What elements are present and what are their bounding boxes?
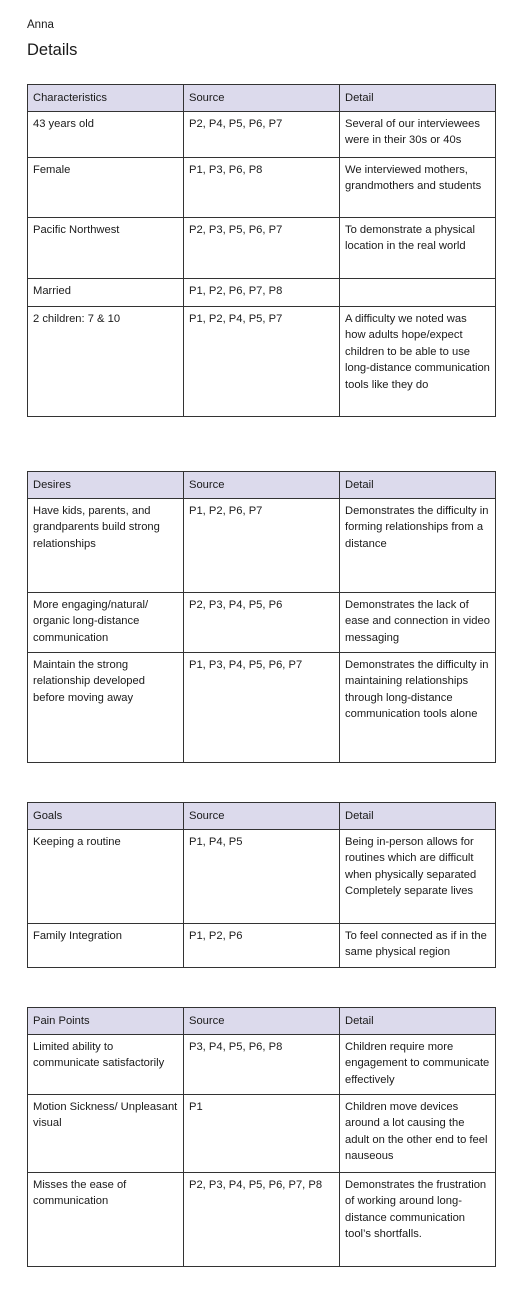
detail-cell: Several of our interviewees were in their 30s or 40s bbox=[340, 112, 496, 158]
table-row bbox=[28, 218, 496, 279]
table-header-row bbox=[28, 803, 496, 830]
source-cell: P1, P2, P6, P7, P8 bbox=[184, 279, 340, 307]
table-header-row bbox=[28, 1008, 496, 1035]
table-row bbox=[28, 307, 496, 417]
desires-table bbox=[27, 471, 496, 763]
source-cell: P1 bbox=[184, 1095, 340, 1173]
desire-cell: More engaging/natural/ organic long-distance communication bbox=[28, 593, 184, 653]
table-row bbox=[28, 279, 496, 307]
column-header-source: Source bbox=[184, 1008, 340, 1035]
pain-point-cell: Motion Sickness/ Unpleasant visual bbox=[28, 1095, 184, 1173]
source-cell: P1, P2, P6 bbox=[184, 924, 340, 968]
table-row bbox=[28, 112, 496, 158]
pain-points-table bbox=[27, 1007, 496, 1267]
detail-cell: Children require more engagement to communicate effectively bbox=[340, 1035, 496, 1095]
source-cell: P2, P3, P4, P5, P6, P7, P8 bbox=[184, 1173, 340, 1267]
source-cell: P2, P3, P4, P5, P6 bbox=[184, 593, 340, 653]
characteristic-cell: Married bbox=[28, 279, 184, 307]
column-header-source: Source bbox=[184, 85, 340, 112]
detail-cell: A difficulty we noted was how adults hope/expect children to be able to use long-distance communication tools like they do bbox=[340, 307, 496, 417]
table-row bbox=[28, 593, 496, 653]
table-row bbox=[28, 924, 496, 968]
column-header-goals: Goals bbox=[28, 803, 184, 830]
detail-cell: We interviewed mothers, grandmothers and students bbox=[340, 158, 496, 218]
table-row bbox=[28, 158, 496, 218]
pain-point-cell: Misses the ease of communication bbox=[28, 1173, 184, 1267]
page-header bbox=[27, 17, 77, 61]
goals-table bbox=[27, 802, 496, 968]
column-header-characteristics: Characteristics bbox=[28, 85, 184, 112]
characteristics-table bbox=[27, 84, 496, 417]
pain-point-cell: Limited ability to communicate satisfactorily bbox=[28, 1035, 184, 1095]
source-cell: P1, P3, P6, P8 bbox=[184, 158, 340, 218]
detail-cell: Demonstrates the difficulty in maintaining relationships through long-distance communication tools alone bbox=[340, 653, 496, 763]
source-cell: P1, P2, P6, P7 bbox=[184, 499, 340, 593]
column-header-detail: Detail bbox=[340, 85, 496, 112]
table-row bbox=[28, 499, 496, 593]
column-header-detail: Detail bbox=[340, 472, 496, 499]
detail-cell bbox=[340, 279, 496, 307]
characteristic-cell: 2 children: 7 & 10 bbox=[28, 307, 184, 417]
table-row bbox=[28, 1095, 496, 1173]
column-header-desires: Desires bbox=[28, 472, 184, 499]
column-header-detail: Detail bbox=[340, 1008, 496, 1035]
detail-cell: Children move devices around a lot causing the adult on the other end to feel nauseous bbox=[340, 1095, 496, 1173]
table-row bbox=[28, 653, 496, 763]
detail-cell: Demonstrates the difficulty in forming relationships from a distance bbox=[340, 499, 496, 593]
source-cell: P1, P2, P4, P5, P7 bbox=[184, 307, 340, 417]
source-cell: P1, P4, P5 bbox=[184, 830, 340, 924]
column-header-pain-points: Pain Points bbox=[28, 1008, 184, 1035]
table-row bbox=[28, 1035, 496, 1095]
source-cell: P2, P4, P5, P6, P7 bbox=[184, 112, 340, 158]
desire-cell: Maintain the strong relationship developed before moving away bbox=[28, 653, 184, 763]
characteristic-cell: Pacific Northwest bbox=[28, 218, 184, 279]
table-header-row bbox=[28, 472, 496, 499]
table-row bbox=[28, 830, 496, 924]
source-cell: P2, P3, P5, P6, P7 bbox=[184, 218, 340, 279]
detail-cell: To demonstrate a physical location in the real world bbox=[340, 218, 496, 279]
column-header-source: Source bbox=[184, 472, 340, 499]
persona-name: Anna bbox=[27, 19, 54, 31]
table-header-row bbox=[28, 85, 496, 112]
column-header-source: Source bbox=[184, 803, 340, 830]
goal-cell: Keeping a routine bbox=[28, 830, 184, 924]
source-cell: P3, P4, P5, P6, P8 bbox=[184, 1035, 340, 1095]
column-header-detail: Detail bbox=[340, 803, 496, 830]
detail-cell: Demonstrates the frustration of working around long-distance communication tool’s shortfalls. bbox=[340, 1173, 496, 1267]
detail-cell: Demonstrates the lack of ease and connection in video messaging bbox=[340, 593, 496, 653]
table-row bbox=[28, 1173, 496, 1267]
detail-cell: To feel connected as if in the same physical region bbox=[340, 924, 496, 968]
desire-cell: Have kids, parents, and grandparents build strong relationships bbox=[28, 499, 184, 593]
source-cell: P1, P3, P4, P5, P6, P7 bbox=[184, 653, 340, 763]
characteristic-cell: Female bbox=[28, 158, 184, 218]
goal-cell: Family Integration bbox=[28, 924, 184, 968]
characteristic-cell: 43 years old bbox=[28, 112, 184, 158]
page-title: Details bbox=[27, 41, 78, 59]
detail-cell: Being in-person allows for routines which are difficult when physically separated Completely separate lives bbox=[340, 830, 496, 924]
